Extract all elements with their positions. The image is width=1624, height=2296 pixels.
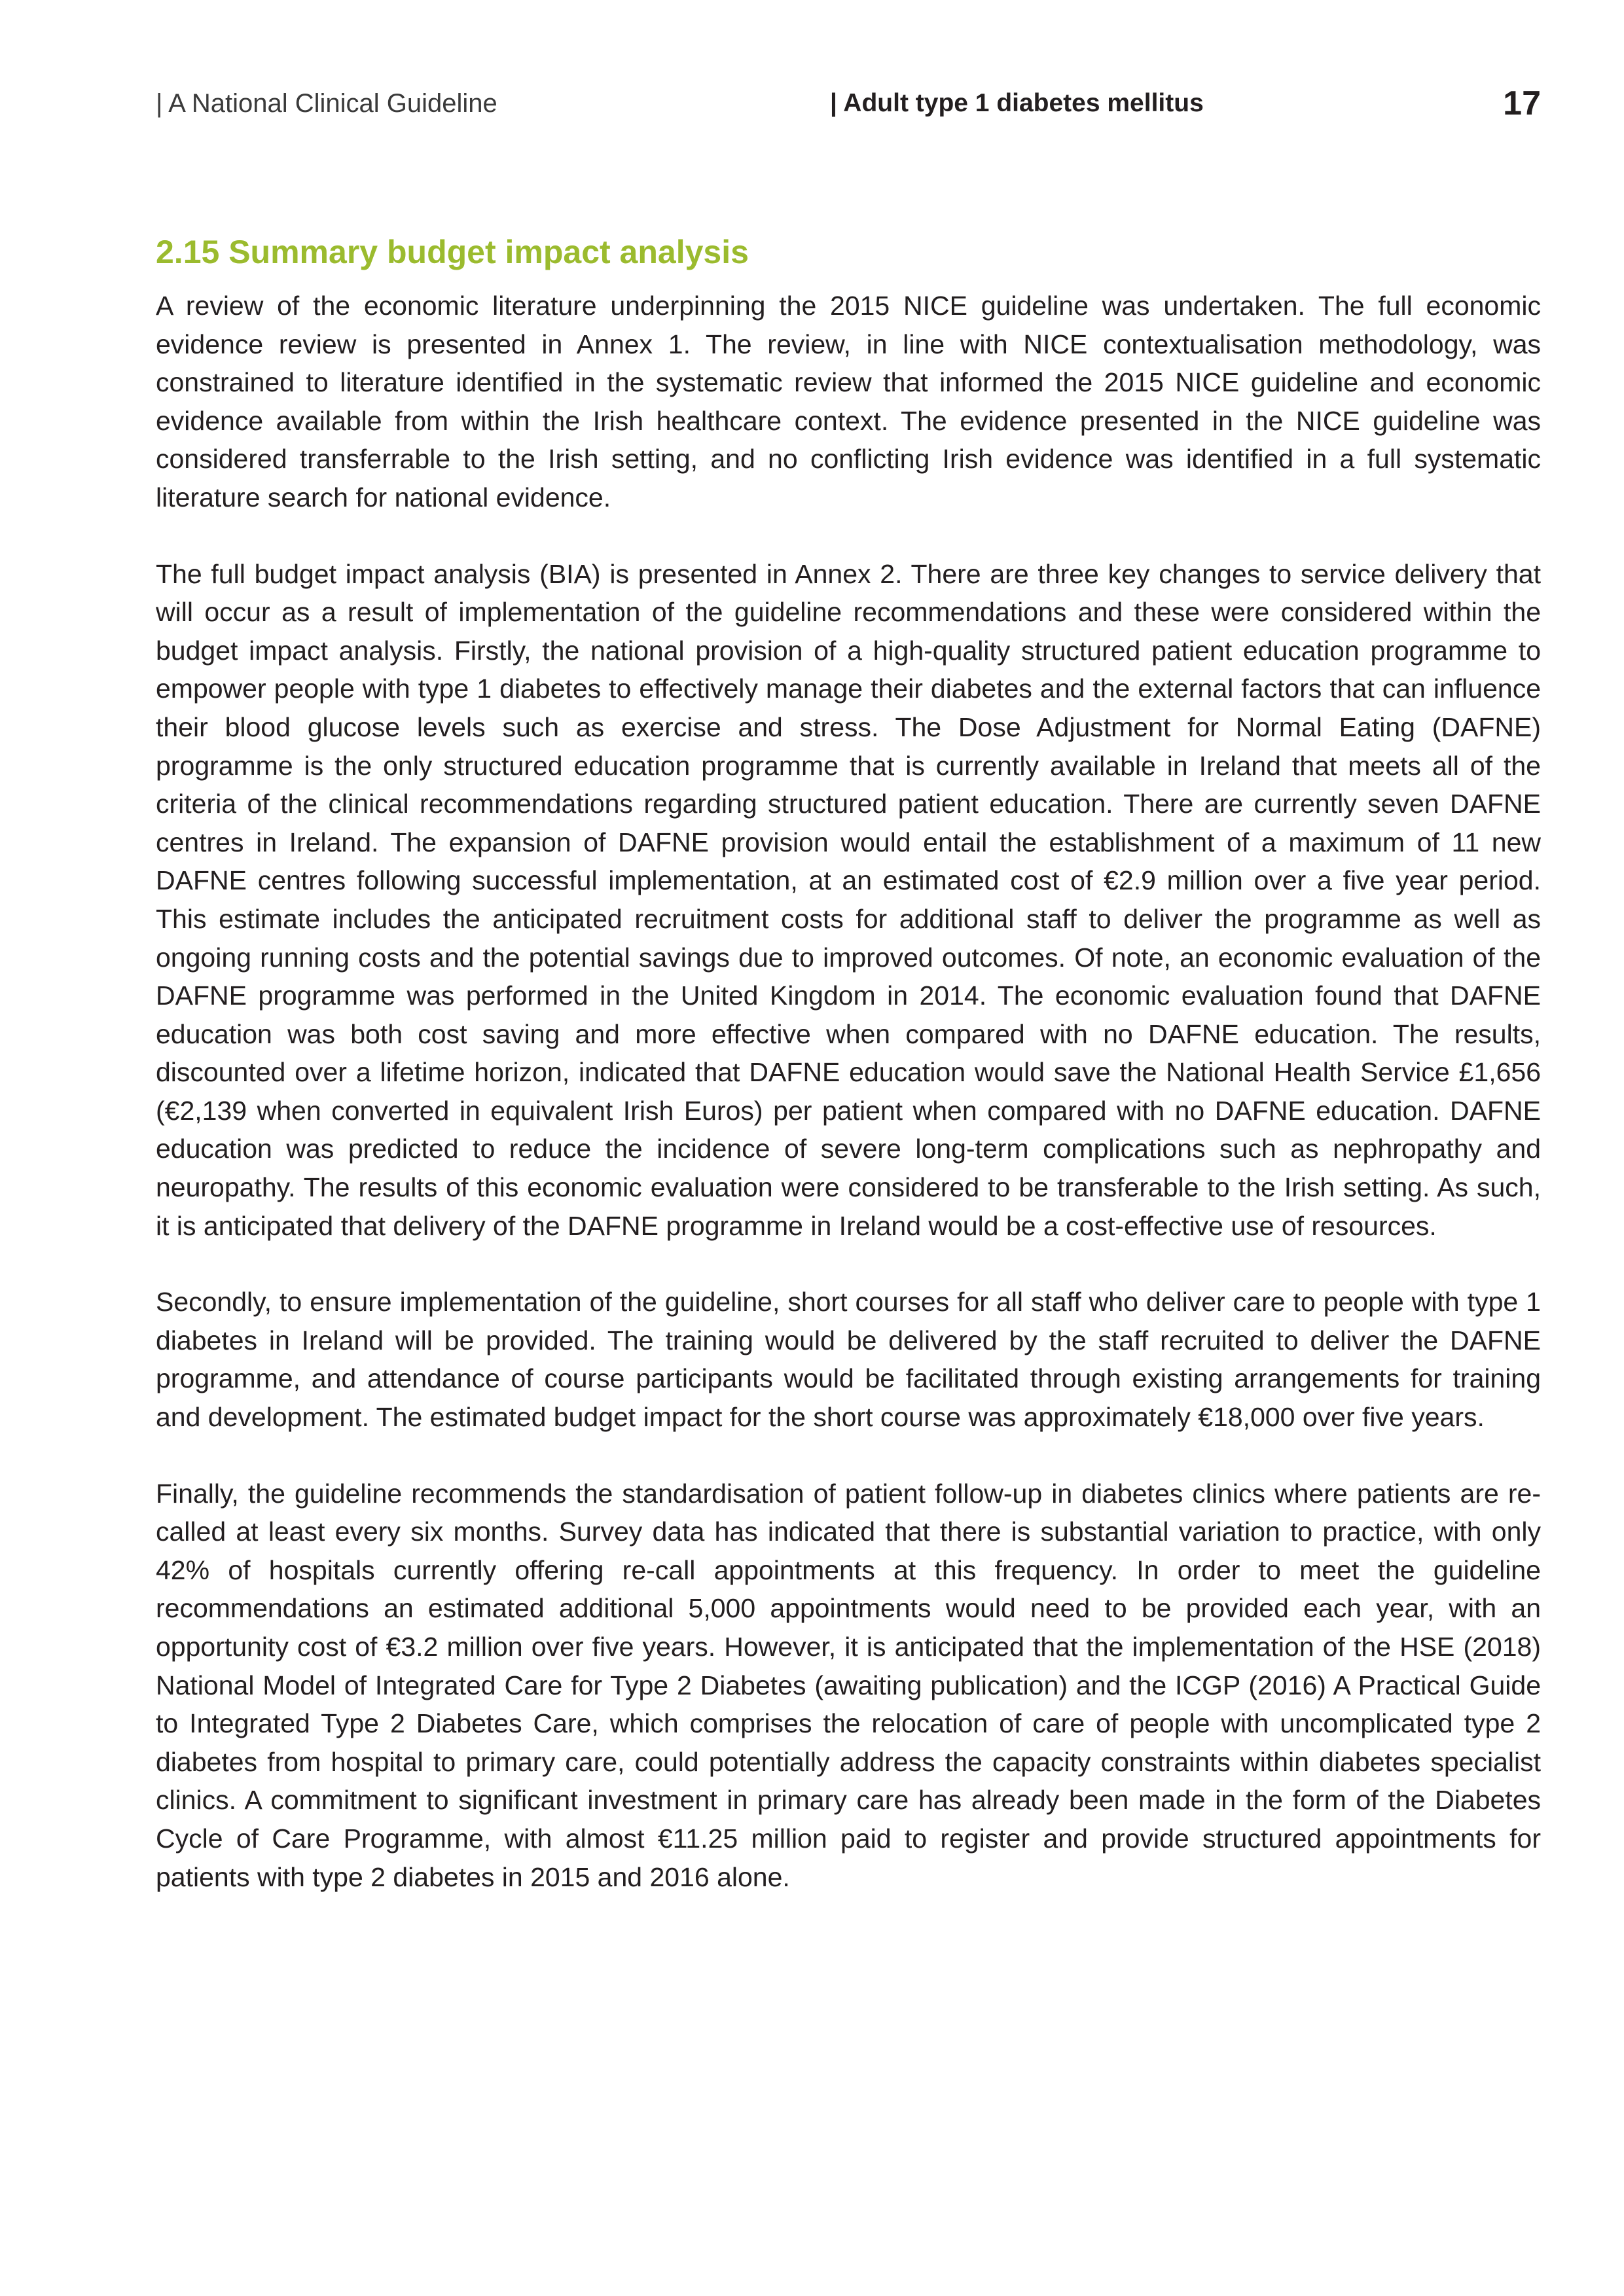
- section-title: 2.15 Summary budget impact analysis: [156, 234, 749, 270]
- paragraph-bia-dafne: The full budget impact analysis (BIA) is presented in Annex 2. There are three key changes to service delivery that will occur as a result of implementation of the guideline recommendations and these were considered within the budget impact analysis. Firstly, the national provision of a high-quality structured patient education programme to empower people with type 1 diabetes to effectively manage their diabetes and the external factors that can influence their blood glucose levels such as exercise and stress. The Dose Adjustment for Normal Eating (DAFNE) programme is the only structured education programme that is currently available in Ireland that meets all of the criteria of the clinical recommendations regarding structured patient education. There are currently seven DAFNE centres in Ireland. The expansion of DAFNE provision would entail the establishment of a maximum of 11 new DAFNE centres following successful implementation, at an estimated cost of €2.9 million over a five year period. This estimate includes the anticipated recruitment costs for additional staff to deliver the programme as well as ongoing running costs and the potential savings due to improved outcomes. Of note, an economic evaluation of the DAFNE programme was performed in the United Kingdom in 2014. The economic evaluation found that DAFNE education was both cost saving and more effective when compared with no DAFNE education. The results, discounted over a lifetime horizon, indicated that DAFNE education would save the National Health Service £1,656 (€2,139 when converted in equivalent Irish Euros) per patient when compared with no DAFNE education. DAFNE education was predicted to reduce the incidence of severe long-term complications such as nephropathy and neuropathy. The results of this economic evaluation were considered to be transferable to the Irish setting. As such, it is anticipated that delivery of the DAFNE programme in Ireland would be a cost-effective use of resources.: [156, 558, 1541, 1241]
- paragraph-economic-review: A review of the economic literature underpinning the 2015 NICE guideline was undertaken. The full economic evidence review is presented in Annex 1. The review, in line with NICE contextualisation methodology, was constrained to literature identified in the systematic review that informed the 2015 NICE guideline and economic evidence available from within the Irish healthcare context. The evidence presented in the NICE guideline was considered transferrable to the Irish setting, and no conflicting Irish evidence was identified in a full systematic literature search for national evidence.: [156, 291, 1541, 512]
- page-header: [156, 84, 1541, 136]
- main-content: [156, 229, 1541, 1934]
- header-document-title: | Adult type 1 diabetes mellitus: [830, 89, 1204, 117]
- paragraph-follow-up: Finally, the guideline recommends the standardisation of patient follow-up in diabetes clinics where patients are re-called at least every six months. Survey data has indicated that there is substantial variation to practice, with only 42% of hospitals currently offering re-call appointments at this frequency. In order to meet the guideline recommendations an estimated additional 5,000 appointments would need to be provided each year, with an opportunity cost of €3.2 million over five years. However, it is anticipated that the implementation of the HSE (2018) National Model of Integrated Care for Type 2 Diabetes (awaiting publication) and the ICGP (2016) A Practical Guide to Integrated Type 2 Diabetes Care, which comprises the relocation of care of people with uncomplicated type 2 diabetes from hospital to primary care, could potentially address the capacity constraints within diabetes specialist clinics. A commitment to significant investment in primary care has already been made in the form of the Diabetes Cycle of Care Programme, with almost €11.25 million paid to register and provide structured appointments for patients with type 2 diabetes in 2015 and 2016 alone.: [156, 1478, 1541, 1892]
- page-number: 17: [1503, 84, 1541, 122]
- paragraph-short-courses: Secondly, to ensure implementation of the guideline, short courses for all staff who deliver care to people with type 1 diabetes in Ireland will be provided. The training would be delivered by the staff recruited to deliver the DAFNE programme, and attendance of course participants would be facilitated through existing arrangements for training and development. The estimated budget impact for the short course was approximately €18,000 over five years.: [156, 1287, 1541, 1433]
- header-guideline-title: | A National Clinical Guideline: [156, 89, 497, 118]
